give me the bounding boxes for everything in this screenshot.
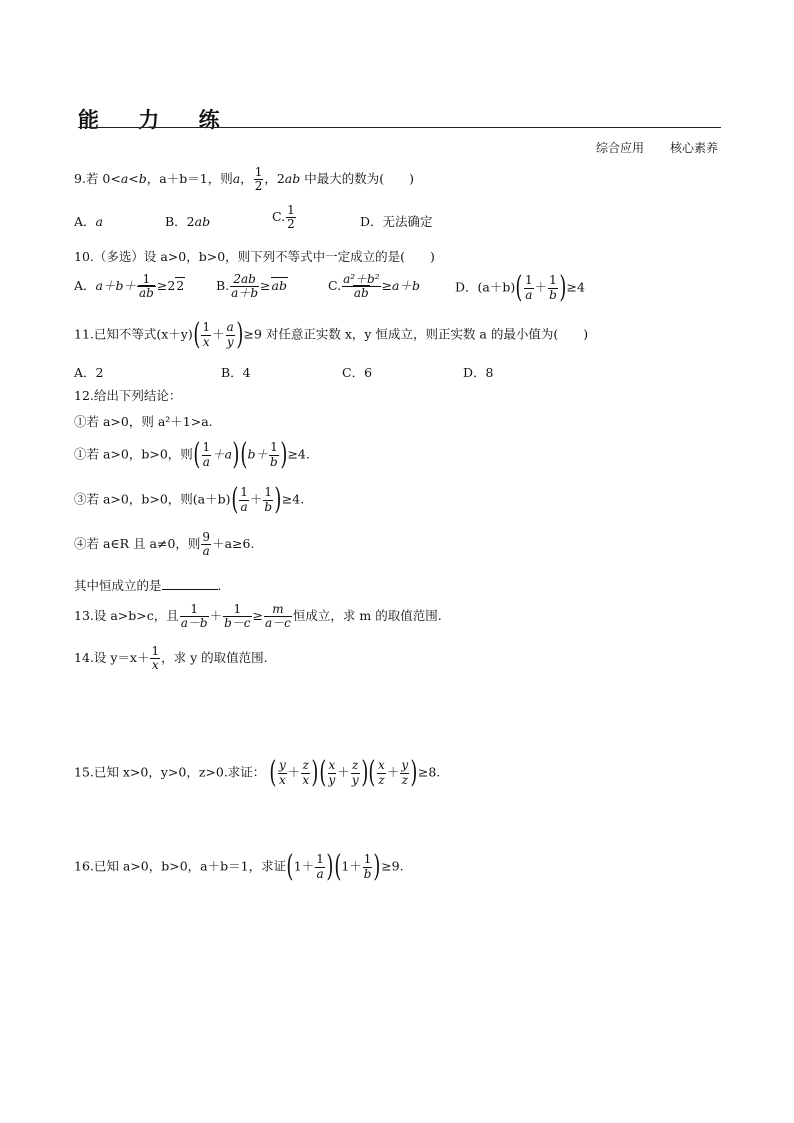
question-9-option-c: C. $\frac{1}{2}$ bbox=[272, 203, 295, 232]
question-10-option-d: D．(a＋b)( $\frac{1}{a}$ ＋ $\frac{1}{b}$ )≥4 bbox=[455, 270, 585, 305]
question-10-option-c: C. $\frac{\text{a²＋b²}}{ab}$ ≥a＋b bbox=[328, 272, 420, 301]
section-title: 能 力 练 bbox=[78, 107, 236, 132]
fraction: $\frac{1}{2}$ bbox=[254, 165, 263, 194]
question-9-option-d: D．无法确定 bbox=[360, 214, 433, 229]
question-11-option-b: B．4 bbox=[221, 365, 251, 380]
question-12-stem: 12.给出下列结论： bbox=[74, 388, 182, 403]
question-9-option-a: A．a bbox=[74, 214, 103, 229]
answer-blank[interactable] bbox=[162, 577, 218, 590]
tag-comprehensive: 综合应用 bbox=[596, 141, 645, 155]
question-12-claim-4: ④若 a∈R 且 a≠0，则 $\frac{9}{a}$ ＋a≥6. bbox=[74, 530, 255, 559]
question-12-claim-3: ③若 a>0，b>0，则(a＋b)( $\frac{1}{a}$ ＋ $\frac{1}{b}$ )≥4. bbox=[74, 482, 305, 517]
tag-core: 核心素养 bbox=[670, 141, 719, 155]
question-10-option-b: B. $\frac{2ab}{a+b}$ ≥ab bbox=[216, 272, 287, 301]
question-10-option-a: A．a＋b＋ $\frac{1}{ab}$ ≥22 bbox=[74, 272, 185, 301]
question-12-answer-line: 其中恒成立的是 . bbox=[74, 578, 222, 593]
question-11-stem: 11.已知不等式(x＋y)( $\frac{1}{x}$ ＋ $\frac{a}{y}$ )≥9 对任意正实数 x，y 恒成立，则正实数 a 的最小值为( ) bbox=[74, 317, 589, 352]
title-rule bbox=[78, 127, 721, 128]
question-11-option-c: C．6 bbox=[342, 365, 373, 380]
question-12-claim-2: ①若 a>0，b>0，则( $\frac{1}{a}$ ＋a)(b＋ $\frac{1}{b}$ )≥4. bbox=[74, 437, 310, 472]
question-15-stem: 15.已知 x>0，y>0，z>0.求证： ( $\frac{y}{x}$ ＋ $\frac{z}{x}$ )( $\frac{x}{y}$ ＋ $\frac{z}{y}$ )( $\frac{x}{z}$ ＋ $\frac{y}{z}$ )≥8. bbox=[74, 755, 441, 790]
question-11-option-a: A．2 bbox=[74, 365, 104, 380]
question-9-stem: 9.若 0<a<b，a＋b＝1，则a， $\frac{1}{2}$ ，2ab 中最大的数为( ) bbox=[74, 165, 414, 194]
question-14-stem: 14.设 y＝x＋ $\frac{1}{x}$ ，求 y 的取值范围. bbox=[74, 644, 268, 673]
question-10-stem: 10.（多选）设 a>0，b>0，则下列不等式中一定成立的是( ) bbox=[74, 249, 435, 264]
question-11-option-d: D．8 bbox=[463, 365, 494, 380]
question-12-claim-1: ①若 a>0，则 a²＋1>a. bbox=[74, 414, 213, 429]
question-9-option-b: B．2ab bbox=[165, 214, 211, 229]
question-13-stem: 13.设 a>b>c，且 $\frac{1}{a-b}$ ＋ $\frac{1}{b-c}$ ≥ $\frac{m}{a-c}$ 恒成立，求 m 的取值范围. bbox=[74, 602, 442, 631]
question-16-stem: 16.已知 a>0，b>0，a＋b＝1，求证(1＋ $\frac{1}{a}$ )(1＋ $\frac{1}{b}$ )≥9. bbox=[74, 849, 404, 884]
